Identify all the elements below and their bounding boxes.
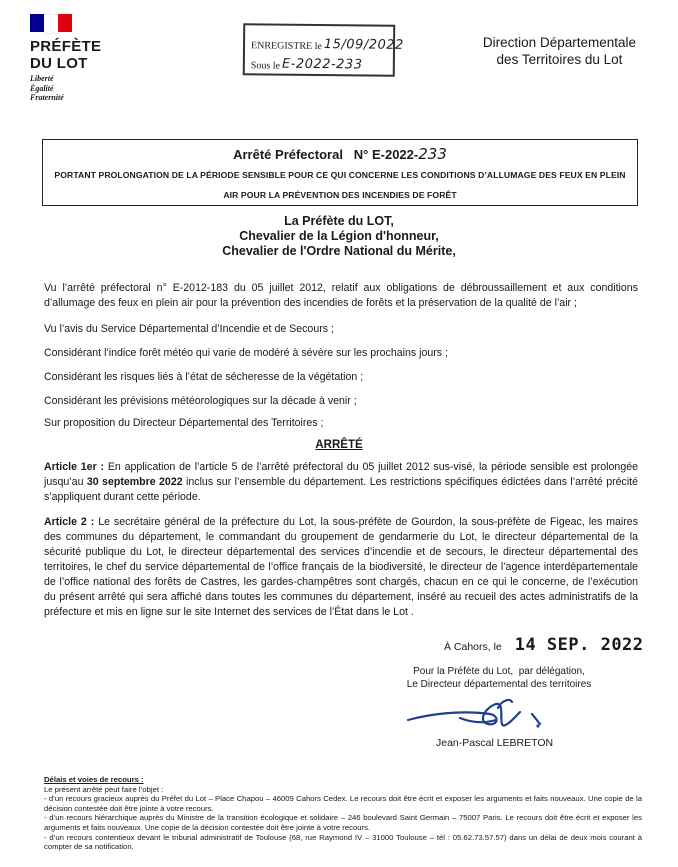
stamp-under-label: Sous le — [250, 60, 281, 72]
considerant-2 — [44, 322, 638, 337]
department-line2: des Territoires du Lot — [496, 52, 623, 67]
article-1 — [44, 460, 638, 505]
delegation-line2: Le Directeur départemental des territoires — [406, 679, 592, 690]
marianne-flag-logo — [30, 14, 72, 32]
article-1-text-b: inclus sur l’ensemble du département. Les restrictions spécifiques édictées dans l’arrêté précité s’appliquent durant cette période. — [44, 476, 639, 503]
decree-number — [43, 145, 637, 163]
considerant-5 — [44, 394, 638, 409]
authority-line2: Chevalier de la Légion d'honneur, — [239, 229, 439, 243]
article-1-label: Article 1er : — [44, 461, 105, 473]
appeal-title: Délais et voies de recours : — [44, 775, 144, 784]
flag-blue — [30, 14, 44, 32]
considerant-text: Sur proposition du Directeur Départemental des Territoires ; — [44, 417, 324, 429]
signature-date — [444, 635, 644, 655]
stamp-registered-date: 15/09/2022 — [323, 37, 404, 53]
considerant-6 — [44, 416, 638, 431]
issuing-department — [483, 34, 636, 68]
considerant-1 — [44, 281, 638, 311]
considerant-text: Considérant les risques liés à l’état de sécheresse de la végétation ; — [44, 371, 364, 383]
appeal-gracious: - d’un recours gracieux auprès du Préfet du Lot – Place Chapou – 46009 Cahors Cedex. Le recours doit être écrit et exposer les arguments et faits nouveaux. Une copie de la décision contestée doit être jointe à votre recours. — [44, 794, 642, 813]
republic-motto — [30, 74, 64, 103]
motto-liberte: Liberté — [30, 74, 54, 83]
prefecture-name — [30, 38, 101, 72]
considerant-4 — [44, 370, 638, 385]
delegation-line1: Pour la Préfète du Lot, par délégation, — [413, 666, 585, 677]
decree-title-box — [42, 139, 638, 206]
authority-block — [0, 214, 678, 259]
considerant-text: Considérant les prévisions météorologiques sur la décade à venir ; — [44, 395, 357, 407]
article-2-text: Le secrétaire général de la préfecture du Lot, la sous-préfète de Gourdon, la sous-préfète de Figeac, les maires des communes du département, le commandant du groupement de gendarmerie du Lot, le directeur départemental de la sécurité publique du Lot, le directeur départemental des services d’incendie et de secours, le directeur départemental des territoires, le chef du service départemental de l’office français de la biodiversité, le directeur de l’agence interdépartementale de l’office national des forêts de Castres, les gardes-champêtres sont chargés, chacun en ce qui le concerne, de l’exécution du présent arrêté qui sera affiché dans toutes les communes du département, inséré au recueil des actes administratifs de la préfecture et mis en ligne sur le site Internet des services de l’État dans le Lot . — [44, 516, 638, 618]
delegation-block — [394, 665, 604, 691]
article-1-text-a: En application de l’article 5 de l’arrêté préfectoral du 05 juillet 2012 sus-visé, la période sensible est prolongée jusqu’au — [44, 461, 638, 488]
authority-line3: Chevalier de l'Ordre National du Mérite, — [222, 244, 456, 258]
flag-white — [44, 14, 58, 34]
authority-line1: La Préfète du LOT, — [284, 214, 394, 228]
appeal-hierarchical: - d’un recours hiérarchique auprès du Ministre de la transition écologique et solidaire – 246 boulevard Saint Germain – 75007 Paris. Le recours doit être écrit et exposer les arguments et faits nouveaux. Une copie de la décision contestée doit être jointe à votre recours. — [44, 813, 642, 832]
article-2-label: Article 2 : — [44, 516, 95, 528]
stamp-under-number: E-2022-233 — [281, 56, 363, 73]
signature-place: À Cahors, le — [444, 641, 502, 653]
flag-red — [58, 14, 72, 32]
considerant-text: Vu l’arrêté préfectoral n° E-2012-183 du 05 juillet 2012, relatif aux obligations de débroussaillement et aux conditions d’allumage des feux en plein air pour la prévention des incendies de forêts et la préservation de la qualité de l’air ; — [44, 282, 638, 309]
signer-name: Jean-Pascal LEBRETON — [436, 737, 554, 749]
motto-fraternite: Fraternité — [30, 93, 64, 102]
stamp-registered-label: ENREGISTRE le — [250, 40, 322, 53]
appeal-section — [44, 775, 642, 852]
registration-stamp — [243, 23, 404, 77]
handwritten-signature — [400, 694, 560, 736]
decree-heading: ARRÊTÉ — [315, 439, 363, 451]
department-line1: Direction Départementale — [482, 35, 636, 50]
decree-subject: PORTANT PROLONGATION DE LA PÉRIODE SENSIBLE POUR CE QUI CONCERNE LES CONDITIONS D’ALLUMAGE DES FEUX EN PLEIN AIR POUR LA PRÉVENTION DES INCENDIES DE FORÊT — [54, 170, 626, 200]
appeal-contentious: - d’un recours contentieux devant le tribunal administratif de Toulouse (68, rue Raymond IV – 31000 Toulouse – tél : 05.62.73.57.57) dans un délai de deux mois courant à compter de sa notification. — [44, 832, 642, 852]
article-1-deadline: 30 septembre 2022 — [86, 476, 183, 488]
article-2 — [44, 515, 638, 620]
date-stamp: 14 SEP. 2022 — [514, 635, 644, 655]
prefecture-name-line1: PRÉFÈTE — [30, 38, 102, 55]
considerant-3 — [44, 346, 638, 361]
decree-number-label: Arrêté Préfectoral N° E-2022- — [233, 147, 419, 162]
motto-egalite: Égalité — [30, 83, 54, 93]
considerant-text: Vu l’avis du Service Départemental d’Incendie et de Secours ; — [44, 323, 334, 335]
considerant-text: Considérant l’indice forêt météo qui varie de modéré à sévère sur les prochains jours ; — [44, 347, 448, 359]
prefecture-name-line2: DU LOT — [30, 55, 88, 72]
decree-number-handwritten: 233 — [418, 145, 447, 163]
appeal-intro: Le présent arrêté peut faire l’objet : — [44, 784, 164, 794]
